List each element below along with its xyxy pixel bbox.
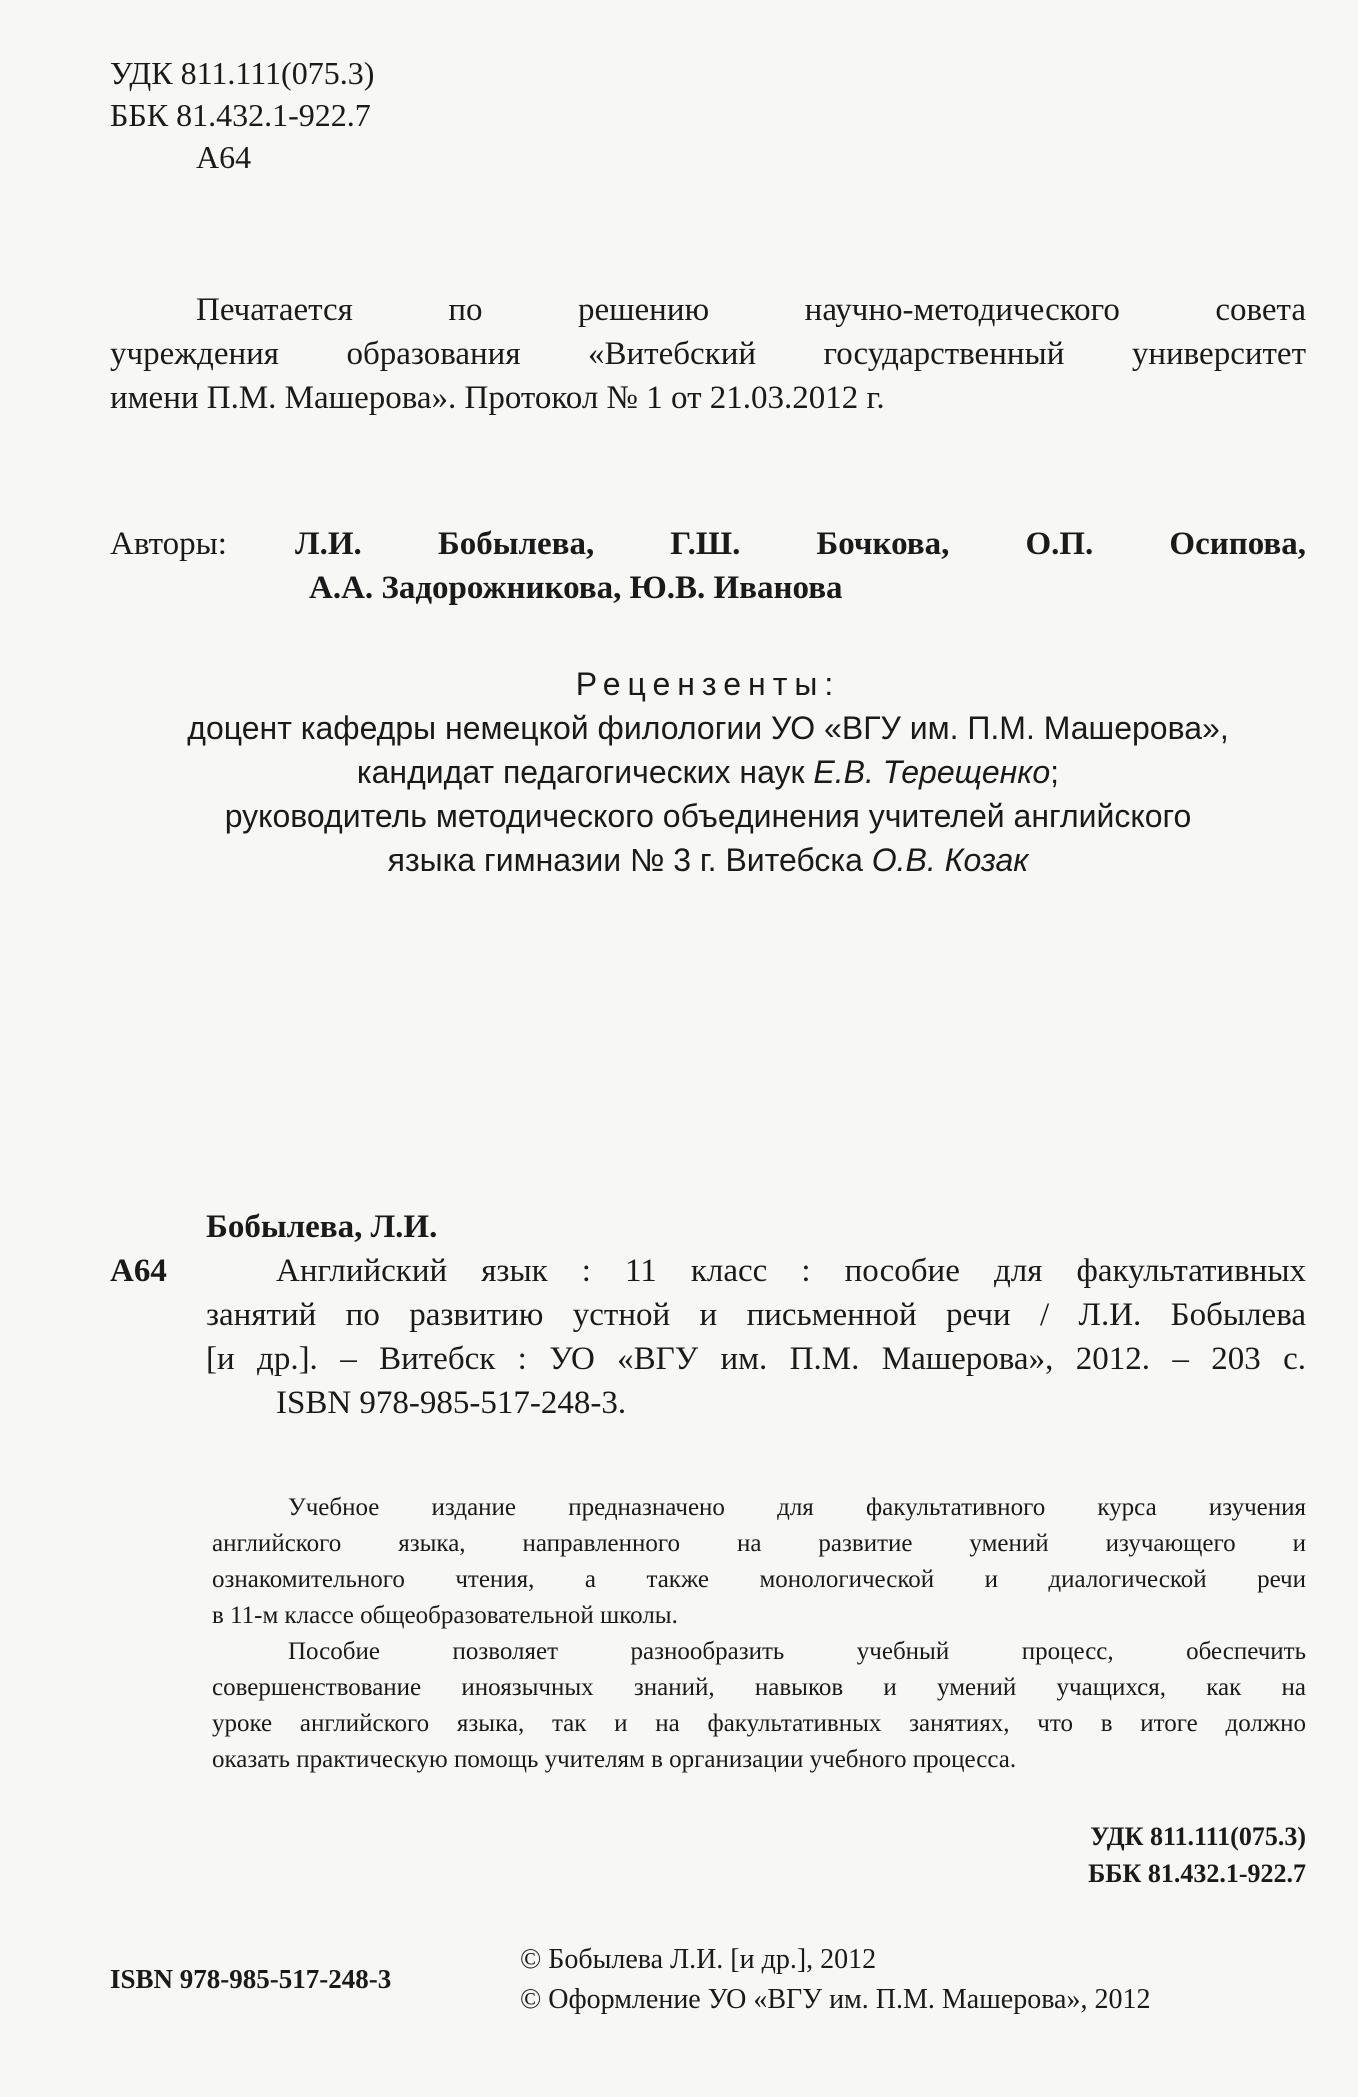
authors-block <box>110 522 1306 610</box>
reviewer-name: Е.В. Терещенко <box>813 754 1051 790</box>
annotation-line: Пособие позволяет разнообразить учебный процесс, обеспечить <box>288 1638 1306 1665</box>
biblio-line: занятий по развитию устной и письменной речи / Л.И. Бобылева <box>206 1297 1306 1333</box>
reviewer-line <box>110 750 1306 794</box>
reviewer-line: доцент кафедры немецкой филологии УО «ВГУ им. П.М. Машерова», <box>187 710 1229 746</box>
authors-label: Авторы: <box>110 526 227 562</box>
annotation-line: оказать практическую помощь учителям в организации учебного процесса. <box>212 1746 1017 1773</box>
annotation-line: ознакомительного чтения, а также монологической и диалогической речи <box>212 1566 1306 1593</box>
copyright-line: © Оформление УО «ВГУ им. П.М. Машерова», 2012 <box>520 1984 1151 2015</box>
copyright-line: © Бобылева Л.И. [и др.], 2012 <box>520 1944 877 1975</box>
biblio-code: А64 <box>110 1253 167 1289</box>
approval-note <box>110 288 1306 420</box>
biblio-line: [и др.]. – Витебск : УО «ВГУ им. П.М. Машерова», 2012. – 203 с. <box>206 1341 1306 1377</box>
annotation-line: Учебное издание предназначено для факультативного курса изучения <box>288 1494 1306 1521</box>
annotation-line: английского языка, направленного на развитие умений изучающего и <box>212 1530 1306 1557</box>
copyright-block <box>520 1940 1150 2020</box>
reviewers-heading: Рецензенты: <box>575 666 841 702</box>
copyright-isbn: ISBN 978-985-517-248-3 <box>110 1964 392 1994</box>
approval-line: имени П.М. Машерова». Протокол № 1 от 21.03.2012 г. <box>110 380 885 416</box>
annotation-line: совершенствование иноязычных знаний, навыков и умений учащихся, как на <box>212 1674 1306 1701</box>
footer-codes <box>1088 1818 1306 1892</box>
bibliographic-record <box>110 1205 1306 1425</box>
udk-code: УДК 811.111(075.3) <box>1090 1822 1306 1851</box>
reviewer-title: кандидат педагогических наук <box>356 754 814 790</box>
authors-line: Л.И. Бобылева, Г.Ш. Бочкова, О.П. Осипова, <box>295 526 1306 562</box>
annotation-line: в 11-м классе общеобразовательной школы. <box>212 1602 678 1629</box>
reviewers-block <box>110 662 1306 882</box>
header-codes <box>110 52 610 178</box>
annotation <box>212 1490 1306 1778</box>
reviewer-name: О.В. Козак <box>871 842 1029 878</box>
reviewer-line <box>110 838 1306 882</box>
punctuation: ; <box>1050 754 1060 790</box>
approval-line: Печатается по решению научно-методического совета <box>196 292 1306 328</box>
biblio-isbn: ISBN 978-985-517-248-3. <box>276 1385 627 1421</box>
annotation-line: уроке английского языка, так и на факультативных занятиях, что в итоге должно <box>212 1710 1306 1737</box>
reviewer-line: руководитель методического объединения учителей английского <box>224 798 1192 834</box>
author-mark: А64 <box>196 139 252 175</box>
biblio-author: Бобылева, Л.И. <box>206 1209 438 1245</box>
reviewer-title: языка гимназии № 3 г. Витебска <box>387 842 872 878</box>
approval-line: учреждения образования «Витебский государственный университет <box>110 336 1306 372</box>
udk-code: УДК 811.111(075.3) <box>110 55 375 91</box>
biblio-line: Английский язык : 11 класс : пособие для факультативных <box>276 1253 1306 1289</box>
bbk-code: ББК 81.432.1-922.7 <box>110 97 371 133</box>
authors-line: А.А. Задорожникова, Ю.В. Иванова <box>309 570 843 606</box>
bbk-code: ББК 81.432.1-922.7 <box>1088 1859 1306 1888</box>
